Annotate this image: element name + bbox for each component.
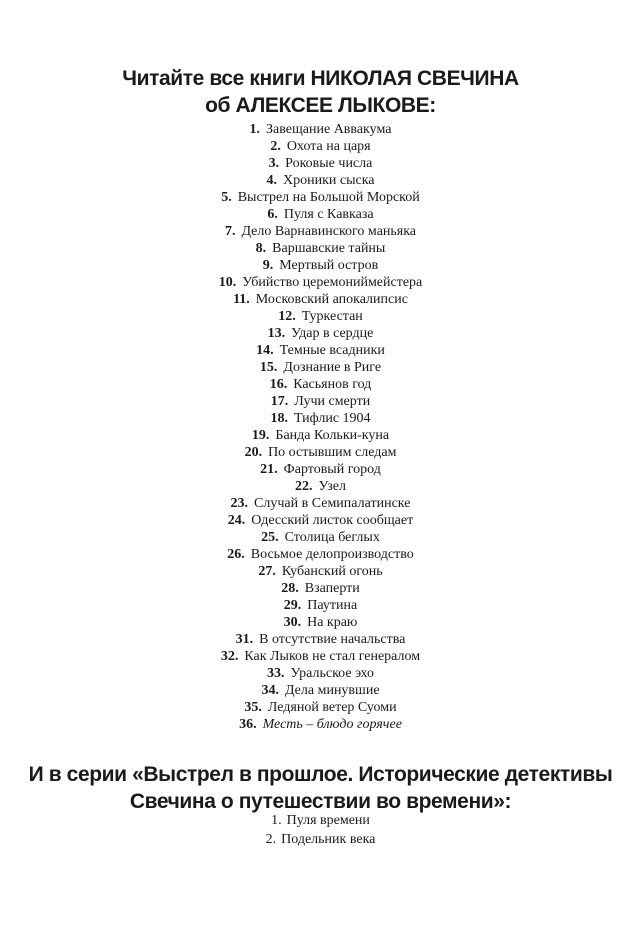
series-heading — [0, 761, 641, 815]
book-number: 7. — [224, 224, 236, 239]
book-title: Выстрел на Большой Морской — [237, 190, 420, 205]
book-list-item — [0, 461, 641, 478]
book-title: Касьянов год — [293, 377, 372, 392]
book-list-item — [0, 597, 641, 614]
book-title: На краю — [307, 615, 358, 630]
book-title: В отсутствие начальства — [259, 632, 406, 647]
book-number: 28. — [281, 581, 299, 596]
book-title: Столица беглых — [284, 530, 380, 545]
book-title: Месть – блюдо горячее — [262, 717, 402, 732]
book-list-item — [0, 359, 641, 376]
series-heading-line-1: И в серии «Выстрел в прошлое. Исторические детективы — [28, 763, 613, 786]
main-heading-line-2: об АЛЕКСЕЕ ЛЫКОВЕ: — [205, 94, 436, 117]
book-title: Восьмое делопроизводство — [250, 547, 414, 562]
book-list-item — [0, 274, 641, 291]
book-number: 1. — [249, 122, 261, 137]
book-number: 24. — [227, 513, 246, 528]
book-number: 32. — [220, 649, 239, 664]
book-title: Дело Варнавинского маньяка — [241, 224, 417, 239]
book-title: Уральское эхо — [290, 666, 374, 681]
book-list-item — [0, 393, 641, 410]
book-list-item — [0, 257, 641, 274]
book-number: 11. — [233, 292, 250, 307]
book-list-item — [0, 342, 641, 359]
book-list-item — [0, 811, 641, 830]
book-list-item — [0, 444, 641, 461]
book-list-item — [0, 291, 641, 308]
book-number: 33. — [266, 666, 285, 681]
book-title: Пуля времени — [286, 813, 370, 828]
book-list-item — [0, 830, 641, 849]
lykov-book-list — [0, 121, 641, 733]
book-number: 15. — [259, 360, 278, 375]
series-book-list — [0, 811, 641, 849]
book-list-item — [0, 580, 641, 597]
book-number: 6. — [267, 207, 278, 222]
book-list-item — [0, 427, 641, 444]
book-list-item — [0, 138, 641, 155]
book-list-item — [0, 699, 641, 716]
book-list-item — [0, 614, 641, 631]
book-number: 4. — [266, 173, 277, 188]
book-title: Случай в Семипалатинске — [254, 496, 411, 511]
book-number: 2. — [265, 832, 277, 847]
book-list-item — [0, 410, 641, 427]
book-title: Одесский листок сообщает — [251, 513, 414, 528]
book-number: 34. — [261, 683, 279, 698]
book-number: 36. — [239, 717, 257, 732]
book-number: 16. — [269, 377, 288, 392]
book-list-item — [0, 240, 641, 257]
book-title: Мертвый остров — [279, 258, 379, 273]
book-list-item — [0, 376, 641, 393]
book-number: 3. — [268, 156, 280, 171]
book-number: 14. — [256, 343, 274, 358]
book-title: Фартовый город — [283, 462, 381, 477]
book-list-item — [0, 631, 641, 648]
book-list-item — [0, 546, 641, 563]
book-number: 13. — [267, 326, 286, 341]
book-title: Дела минувшие — [284, 683, 380, 698]
book-list-item — [0, 716, 641, 733]
book-number: 31. — [235, 632, 254, 647]
book-list-item — [0, 563, 641, 580]
book-title: По остывшим следам — [268, 445, 397, 460]
book-list-item — [0, 155, 641, 172]
book-title: Завещание Аввакума — [266, 122, 392, 137]
book-number: 9. — [262, 258, 274, 273]
book-number: 5. — [221, 190, 232, 205]
book-title: Туркестан — [301, 309, 363, 324]
book-title: Узел — [318, 479, 346, 494]
book-number: 2. — [270, 139, 281, 154]
book-title: Кубанский огонь — [281, 564, 383, 579]
book-title: Московский апокалипсис — [255, 292, 408, 307]
book-number: 10. — [218, 275, 237, 290]
book-number: 35. — [244, 700, 262, 715]
book-title: Удар в сердце — [291, 326, 374, 341]
book-title: Лучи смерти — [294, 394, 371, 409]
main-heading-line-1: Читайте все книги НИКОЛАЯ СВЕЧИНА — [122, 67, 519, 90]
book-number: 29. — [283, 598, 302, 613]
book-number: 30. — [283, 615, 302, 630]
book-number: 20. — [244, 445, 263, 460]
book-number: 8. — [255, 241, 267, 256]
book-title: Пуля с Кавказа — [283, 207, 374, 222]
book-number: 1. — [271, 813, 282, 828]
book-title: Темные всадники — [279, 343, 385, 358]
book-list-item — [0, 512, 641, 529]
book-list-item — [0, 206, 641, 223]
book-title: Роковые числа — [285, 156, 373, 171]
book-list-item — [0, 325, 641, 342]
book-title: Тифлис 1904 — [293, 411, 371, 426]
book-title: Как Лыков не стал генералом — [244, 649, 421, 664]
book-list-item — [0, 682, 641, 699]
book-title: Хроники сыска — [282, 173, 375, 188]
book-list-item — [0, 478, 641, 495]
book-title: Убийство церемониймейстера — [242, 275, 423, 290]
book-list-item — [0, 121, 641, 138]
book-list-item — [0, 665, 641, 682]
book-title: Паутина — [307, 598, 358, 613]
book-list-item — [0, 223, 641, 240]
book-number: 17. — [270, 394, 289, 409]
book-title: Подельник века — [281, 832, 376, 847]
book-number: 27. — [258, 564, 276, 579]
book-number: 22. — [295, 479, 313, 494]
book-list-item — [0, 495, 641, 512]
book-title: Банда Кольки-куна — [275, 428, 390, 443]
book-list-item — [0, 529, 641, 546]
book-title: Взаперти — [304, 581, 360, 596]
book-list-item — [0, 648, 641, 665]
book-title: Ледяной ветер Суоми — [267, 700, 397, 715]
book-number: 23. — [230, 496, 249, 511]
book-number: 18. — [270, 411, 288, 426]
main-heading — [0, 65, 641, 119]
book-number: 25. — [261, 530, 279, 545]
book-number: 26. — [227, 547, 245, 562]
book-title: Дознание в Риге — [283, 360, 382, 375]
book-number: 21. — [260, 462, 278, 477]
book-number: 19. — [251, 428, 270, 443]
book-list-item — [0, 172, 641, 189]
book-title: Варшавские тайны — [272, 241, 386, 256]
series-heading-line-2: Свечина о путешествии во времени»: — [129, 790, 512, 813]
book-title: Охота на царя — [286, 139, 371, 154]
book-list-item — [0, 308, 641, 325]
book-number: 12. — [278, 309, 296, 324]
book-list-item — [0, 189, 641, 206]
